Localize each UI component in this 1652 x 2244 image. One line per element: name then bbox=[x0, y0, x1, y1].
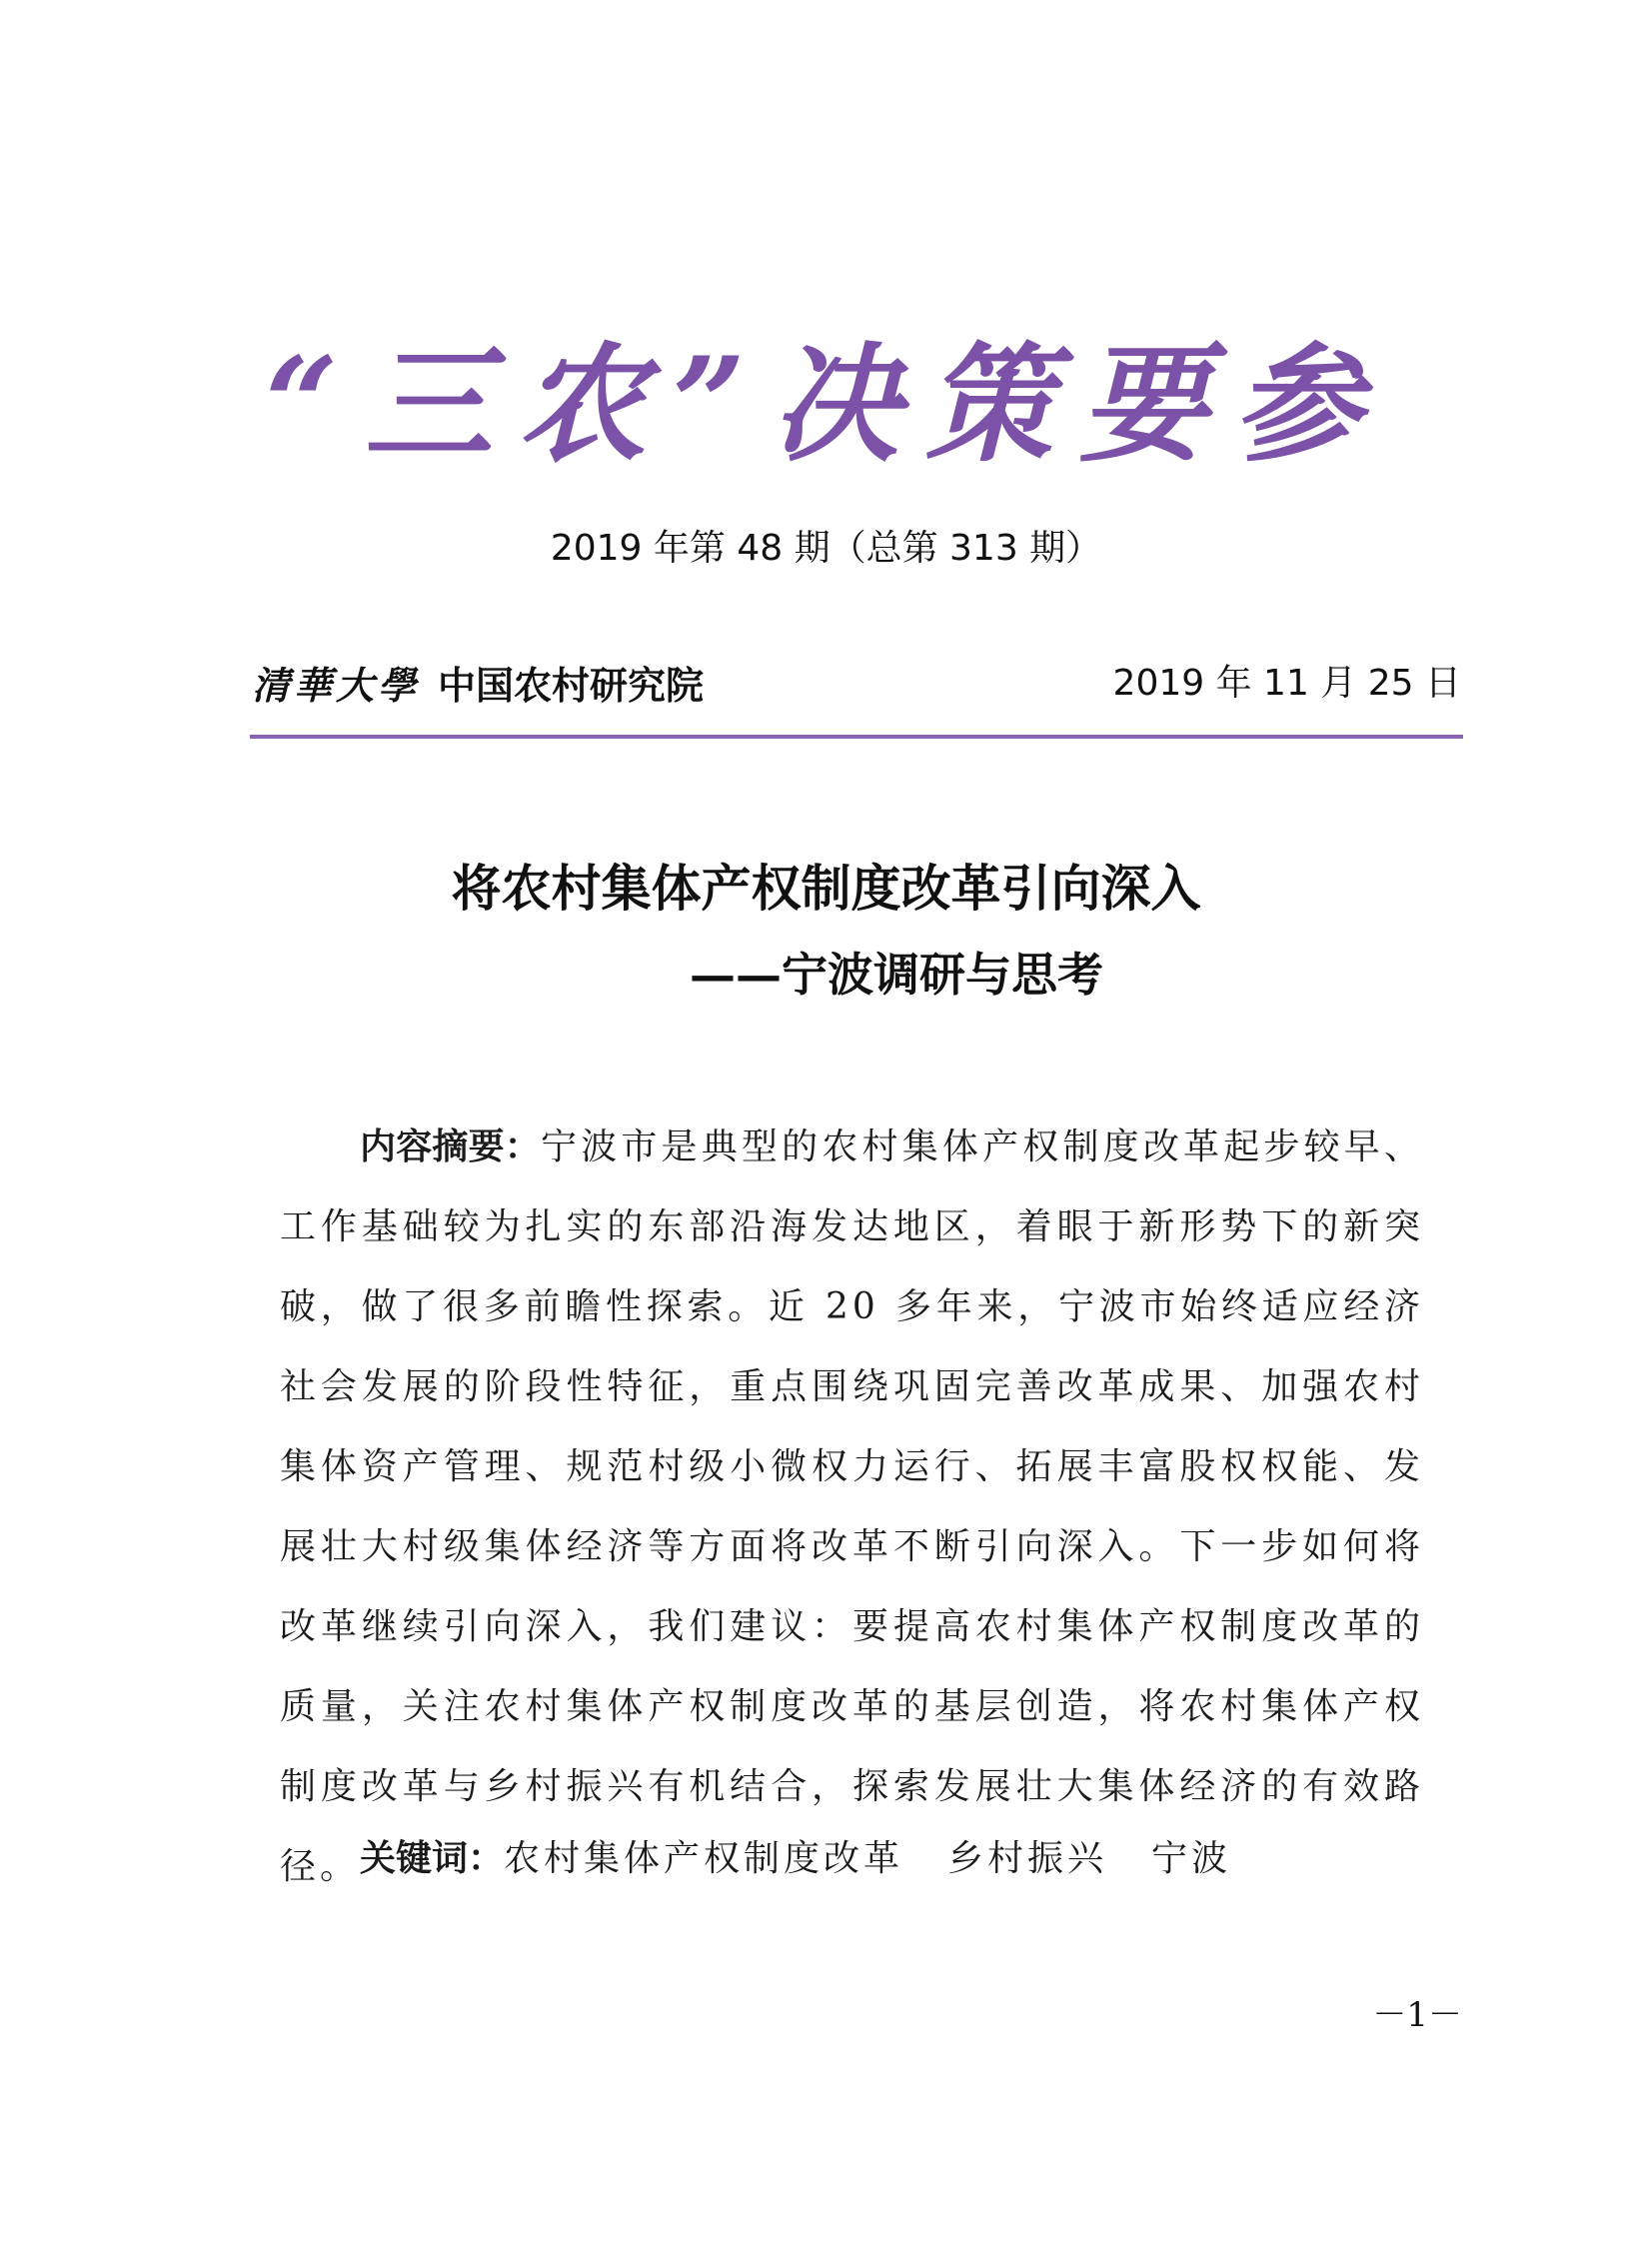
publisher-row bbox=[252, 655, 1461, 715]
article-subtitle: ——宁波调研与思考 bbox=[690, 948, 1103, 1002]
abstract bbox=[280, 1108, 1424, 1907]
keyword: 乡村振兴 bbox=[947, 1838, 1108, 1879]
abstract-label: 内容摘要： bbox=[360, 1126, 541, 1167]
keywords bbox=[280, 1819, 1231, 1899]
article-title: 将农村集体产权制度改革引向深入 bbox=[451, 859, 1201, 918]
keyword: 宁波 bbox=[1151, 1838, 1232, 1879]
issue-number: 2019 年第 48 期（总第 313 期） bbox=[550, 528, 1102, 569]
publish-date: 2019 年 11 月 25 日 bbox=[1112, 663, 1461, 704]
header-divider bbox=[250, 735, 1463, 739]
institute-name: 中国农村研究院 bbox=[438, 663, 705, 708]
university-logo-text: 清華大學 bbox=[252, 663, 421, 708]
masthead-title: “三农”决策要参 bbox=[264, 330, 1388, 480]
page-number: －1－ bbox=[1372, 1995, 1462, 2035]
abstract-text: 宁波市是典型的农村集体产权制度改革起步较早、工作基础较为扎实的东部沿海发达地区，着眼于新形势下的新突破，做了很多前瞻性探索。近 20 多年来，宁波市始终适应经济社会发展的阶段性特征，重点围绕巩固完善改革成果、加强农村集体资产管理、规范村级小微权力运行、拓展丰富股权权能、发展壮大村级集体经济等方面将改革不断引向深入。下一步如何将改革继续引向深入，我们建议：要提高农村集体产权制度改革的质量，关注农村集体产权制度改革的基层创造，将农村集体产权制度改革与乡村振兴有机结合，探索发展壮大集体经济的有效路径。 bbox=[280, 1126, 1424, 1887]
publisher bbox=[252, 655, 704, 710]
keywords-label: 关键词： bbox=[360, 1838, 505, 1879]
keyword: 农村集体产权制度改革 bbox=[504, 1838, 904, 1879]
